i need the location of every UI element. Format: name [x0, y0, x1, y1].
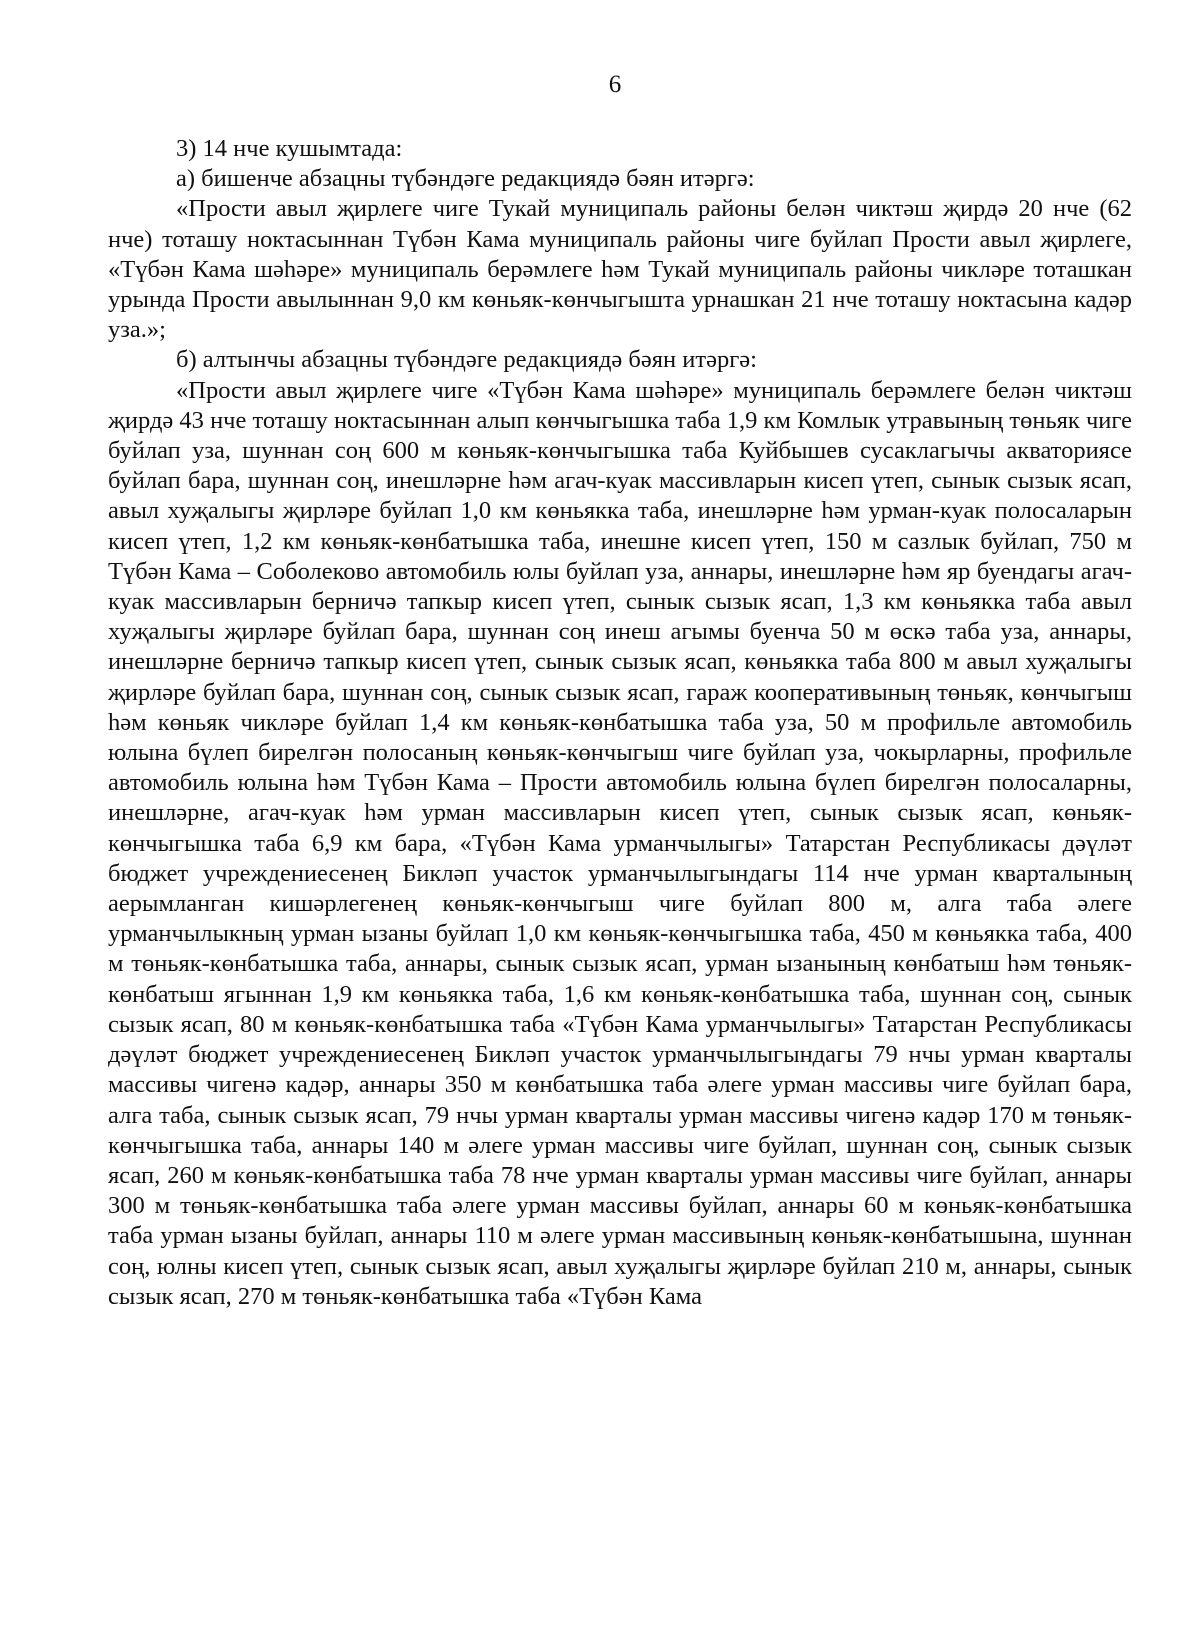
paragraph-quote-2: «Прости авыл җирлеге чиге «Түбән Кама шәһәре» муниципаль берәмлеге белән чиктәш җирдә 43 нче тоташу ноктасыннан алып көнчыгышка таба 1,9 км Комлык утравының төньяк чиге буйлап уза, шуннан соң 600 м көньяк-көнчыгышка таба Куйбышев сусаклагычы акваториясе буйлап бара, шуннан соң, инешләрне һәм агач-куак массивларын кисеп үтеп, сынык сызык ясап, авыл хуҗалыгы җирләре буйлап 1,0 км көньякка таба, инешләрне һәм урман-куак полосаларын кисеп үтеп, 1,2 км көньяк-көнбатышка таба, инешне кисеп үтеп, 150 м сазлык буйлап, 750 м Түбән Кама – Соболеково автомобиль юлы буйлап уза, аннары, инешләрне һәм яр буендагы агач-куак массивларын берничә тапкыр кисеп үтеп, сынык сызык ясап, 1,3 км көньякка таба авыл хуҗалыгы җирләре буйлап бара, шуннан соң инеш агымы буенча 50 м өскә таба уза, аннары, инешләрне берничә тапкыр кисеп үтеп, сынык сызык ясап, көньякка таба 800 м авыл хуҗалыгы җирләре буйлап бара, шуннан соң, сынык сызык ясап, гараж кооперативының төньяк, көнчыгыш һәм көньяк чикләре буйлап 1,4 км көньяк-көнбатышка таба уза, 50 м профильле автомобиль юлына бүлеп бирелгән полосаның көньяк-көнчыгыш чиге буйлап уза, чокырларны, профильле автомобиль юлына һәм Түбән Кама – Прости автомобиль юлына бүлеп бирелгән полосаларны, инешләрне, агач-куак һәм урман массивларын кисеп үтеп, сынык сызык ясап, көньяк-көнчыгышка таба 6,9 км бара, «Түбән Кама урманчылыгы» Татарстан Республикасы дәүләт бюджет учреждениесенең Бикләп участок урманчылыгындагы 114 нче урман кварталының аерымланган кишәрлегенең көньяк-көнчыгыш чиге буйлап 800 м, алга таба әлеге урманчылыкның урман ызаны буйлап 1,0 км көньяк-көнчыгышка таба, 450 м көньякка таба, 400 м төньяк-көнбатышка таба, аннары, сынык сызык ясап, урман ызанының көнбатыш һәм төньяк-көнбатыш ягыннан 1,9 км көньякка таба, 1,6 км көньяк-көнбатышка таба, шуннан соң, сынык сызык ясап, 80 м көньяк-көнбатышка таба «Түбән Кама урманчылыгы» Татарстан Республикасы дәүләт бюджет учреждениесенең Бикләп участок урманчылыгындагы 79 нчы урман кварталы массивы чигенә кадәр, аннары 350 м көнбатышка таба әлеге урман массивы чиге буйлап бара, алга таба, сынык сызык ясап, 79 нчы урман кварталы урман массивы чигенә кадәр 170 м төньяк-көнчыгышка таба, аннары 140 м әлеге урман массивы чиге буйлап, шуннан соң, сынык сызык ясап, 260 м көньяк-көнбатышка таба 78 нче урман кварталы урман массивы чиге буйлап, аннары 300 м төньяк-көнбатышка таба әлеге урман массивы буйлап, аннары 60 м көньяк-көнбатышка таба урман ызаны буйлап, аннары 110 м әлеге урман массивының көньяк-көнбатышына, шуннан соң, юлны кисеп үтеп, сынык сызык ясап, авыл хуҗалыгы җирләре буйлап 210 м, аннары, сынык сызык ясап, 270 м төньяк-көнбатышка таба «Түбән Кама	[108, 376, 1132, 1310]
paragraph-section-3: 3) 14 нче кушымтада:	[176, 135, 403, 162]
paragraph-quote-1: «Прости авыл җирлеге чиге Тукай муниципаль районы белән чиктәш җирдә 20 нче (62 нче) тоташу ноктасыннан Түбән Кама муниципаль районы чиге буйлап Прости авыл җирлеге, «Түбән Кама шәһәре» муниципаль берәмлеге һәм Тукай муниципаль районы чикләре тоташкан урында Прости авылыннан 9,0 км көньяк-көнчыгышта урнашкан 21 нче тоташу ноктасына кадәр уза.»;	[108, 195, 1132, 344]
paragraph-item-b: б) алтынчы абзацны түбәндәге редакциядә бәян итәргә:	[176, 346, 757, 374]
page-number: 6	[608, 71, 622, 98]
paragraph-item-a: а) бишенче абзацны түбәндәге редакциядә бәян итәргә:	[176, 165, 755, 193]
document-body	[108, 134, 1132, 1312]
